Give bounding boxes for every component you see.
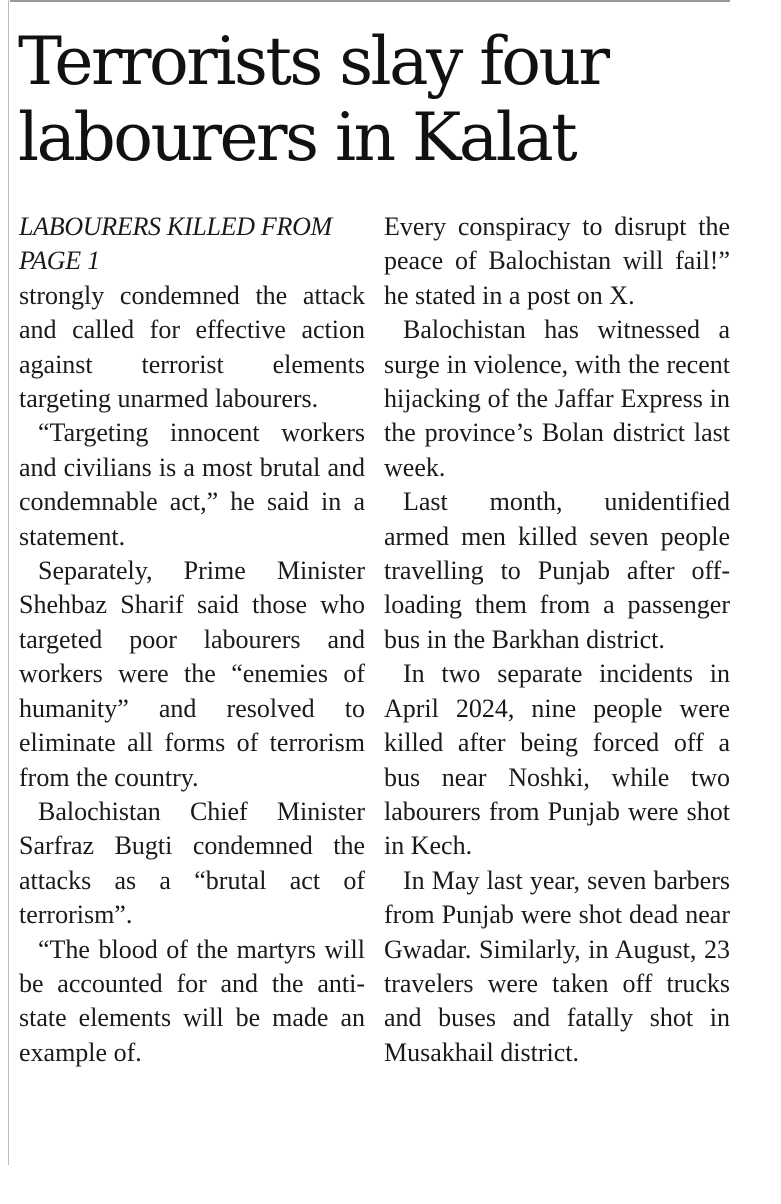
jumpline: LABOURERS KILLED FROM PAGE 1 (19, 212, 332, 276)
paragraph: Every conspiracy to disrupt the peace of Balochistan will fail!” he stated in a post on X. (384, 212, 730, 310)
paragraph: Balochistan Chief Minister Sarfraz Bugti condemned the attacks as a “brutal act of terrorism”. (19, 796, 365, 930)
paragraph: In two separate incidents in April 2024, nine people were killed after being forced off a bus near Noshki, while two labourers from Punjab were shot in Kech. (384, 659, 730, 861)
headline: Terrorists slay four labourers in Kalat (18, 23, 608, 176)
paragraph: Last month, unidentified armed men killed seven people travelling to Punjab after off-loading them from a passenger bus in the Barkhan district. (384, 487, 730, 654)
left-column (19, 210, 365, 1070)
paragraph: In May last year, seven barbers from Punjab were shot dead near Gwadar. Similarly, in August, 23 travelers were taken off trucks and buses and fatally shot in Musakhail district. (384, 865, 730, 1067)
right-column (384, 210, 730, 1070)
paragraph: strongly condemned the attack and called for effective action against terrorist elements targeting unarmed labourers. (19, 280, 365, 414)
paragraph: “Targeting innocent workers and civilians is a most brutal and condemnable act,” he said in a statement. (19, 418, 365, 551)
paragraph: “The blood of the martyrs will be accounted for and the anti-state elements will be made an example of. (19, 934, 365, 1067)
top-rule (10, 0, 730, 2)
left-column-rule (8, 0, 9, 1165)
paragraph: Separately, Prime Minister Shehbaz Sharif said those who targeted poor labourers and workers were the “enemies of humanity” and resolved to eliminate all forms of terrorism from the country. (19, 556, 365, 792)
paragraph: Balochistan has witnessed a surge in violence, with the recent hijacking of the Jaffar Express in the province’s Bolan district last week. (384, 315, 730, 482)
